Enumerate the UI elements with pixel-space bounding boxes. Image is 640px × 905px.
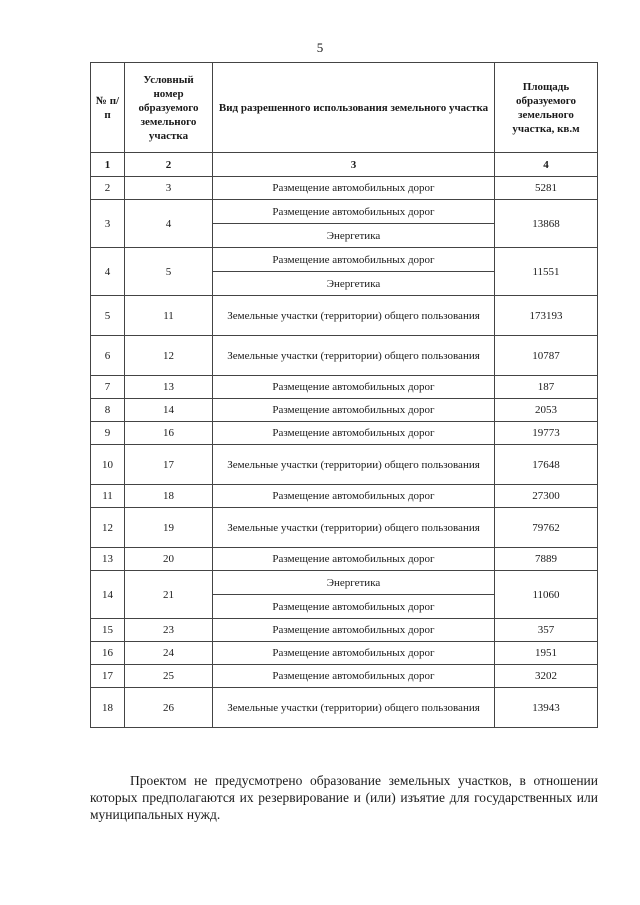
row-index: 13 (91, 548, 125, 571)
row-index: 2 (91, 177, 125, 200)
row-plot-number: 4 (125, 200, 213, 248)
row-index: 15 (91, 619, 125, 642)
row-index: 8 (91, 399, 125, 422)
column-number-row (91, 153, 598, 177)
row-area: 187 (495, 376, 598, 399)
row-permitted-use: Размещение автомобильных дорог (213, 595, 495, 619)
row-permitted-use: Земельные участки (территории) общего пользования (213, 688, 495, 728)
row-index: 18 (91, 688, 125, 728)
header-permitted-use: Вид разрешенного использования земельного участка (213, 63, 495, 153)
row-plot-number: 21 (125, 571, 213, 619)
table-row (91, 376, 598, 399)
column-number: 1 (91, 153, 125, 177)
row-index: 6 (91, 336, 125, 376)
row-index: 4 (91, 248, 125, 296)
row-index: 17 (91, 665, 125, 688)
row-permitted-use: Энергетика (213, 272, 495, 296)
row-index: 3 (91, 200, 125, 248)
row-plot-number: 12 (125, 336, 213, 376)
row-permitted-use: Размещение автомобильных дорог (213, 200, 495, 224)
row-permitted-use: Земельные участки (территории) общего пользования (213, 336, 495, 376)
table-row (91, 445, 598, 485)
row-plot-number: 14 (125, 399, 213, 422)
header-area: Площадь образуемого земельного участка, кв.м (495, 63, 598, 153)
row-permitted-use: Энергетика (213, 224, 495, 248)
table-row (91, 200, 598, 224)
row-plot-number: 13 (125, 376, 213, 399)
table-row (91, 296, 598, 336)
row-area: 357 (495, 619, 598, 642)
table-row (91, 399, 598, 422)
table-row (91, 422, 598, 445)
row-plot-number: 26 (125, 688, 213, 728)
row-permitted-use: Размещение автомобильных дорог (213, 548, 495, 571)
table-row (91, 336, 598, 376)
row-index: 7 (91, 376, 125, 399)
row-permitted-use: Земельные участки (территории) общего пользования (213, 296, 495, 336)
table-row (91, 248, 598, 272)
row-plot-number: 16 (125, 422, 213, 445)
table-row (91, 485, 598, 508)
row-area: 1951 (495, 642, 598, 665)
row-plot-number: 25 (125, 665, 213, 688)
row-area: 7889 (495, 548, 598, 571)
row-area: 13943 (495, 688, 598, 728)
row-area: 11060 (495, 571, 598, 619)
row-plot-number: 20 (125, 548, 213, 571)
row-permitted-use: Земельные участки (территории) общего пользования (213, 445, 495, 485)
table-row (91, 642, 598, 665)
header-plot-number: Условный номер образуемого земельного участка (125, 63, 213, 153)
row-permitted-use: Энергетика (213, 571, 495, 595)
row-index: 12 (91, 508, 125, 548)
land-plots-table (90, 62, 598, 728)
row-area: 11551 (495, 248, 598, 296)
row-index: 9 (91, 422, 125, 445)
table-body (91, 177, 598, 728)
row-area: 13868 (495, 200, 598, 248)
row-area: 19773 (495, 422, 598, 445)
table-row (91, 177, 598, 200)
row-permitted-use: Размещение автомобильных дорог (213, 642, 495, 665)
table-header-row (91, 63, 598, 153)
row-area: 173193 (495, 296, 598, 336)
table-row (91, 688, 598, 728)
row-index: 10 (91, 445, 125, 485)
row-permitted-use: Размещение автомобильных дорог (213, 422, 495, 445)
row-plot-number: 23 (125, 619, 213, 642)
row-area: 3202 (495, 665, 598, 688)
page-number: 5 (316, 40, 324, 55)
row-index: 11 (91, 485, 125, 508)
row-plot-number: 19 (125, 508, 213, 548)
row-index: 14 (91, 571, 125, 619)
row-area: 17648 (495, 445, 598, 485)
column-number: 2 (125, 153, 213, 177)
row-area: 27300 (495, 485, 598, 508)
row-permitted-use: Размещение автомобильных дорог (213, 619, 495, 642)
table-row (91, 508, 598, 548)
row-permitted-use: Размещение автомобильных дорог (213, 485, 495, 508)
row-permitted-use: Размещение автомобильных дорог (213, 376, 495, 399)
row-plot-number: 11 (125, 296, 213, 336)
row-permitted-use: Размещение автомобильных дорог (213, 177, 495, 200)
footer-paragraph: Проектом не предусмотрено образование земельных участков, в отношении которых предполагаются их резервирование и (или) изъятие для государственных или муниципальных нужд. (90, 773, 598, 822)
header-index: № п/п (91, 63, 125, 153)
table-row (91, 571, 598, 595)
table-row (91, 548, 598, 571)
row-plot-number: 18 (125, 485, 213, 508)
row-plot-number: 24 (125, 642, 213, 665)
row-plot-number: 5 (125, 248, 213, 296)
row-index: 16 (91, 642, 125, 665)
row-area: 79762 (495, 508, 598, 548)
column-number: 3 (213, 153, 495, 177)
row-plot-number: 17 (125, 445, 213, 485)
row-permitted-use: Размещение автомобильных дорог (213, 248, 495, 272)
column-number: 4 (495, 153, 598, 177)
row-plot-number: 3 (125, 177, 213, 200)
table-row (91, 665, 598, 688)
row-permitted-use: Размещение автомобильных дорог (213, 665, 495, 688)
row-area: 5281 (495, 177, 598, 200)
table-row (91, 619, 598, 642)
row-area: 10787 (495, 336, 598, 376)
row-area: 2053 (495, 399, 598, 422)
row-index: 5 (91, 296, 125, 336)
row-permitted-use: Размещение автомобильных дорог (213, 399, 495, 422)
row-permitted-use: Земельные участки (территории) общего пользования (213, 508, 495, 548)
